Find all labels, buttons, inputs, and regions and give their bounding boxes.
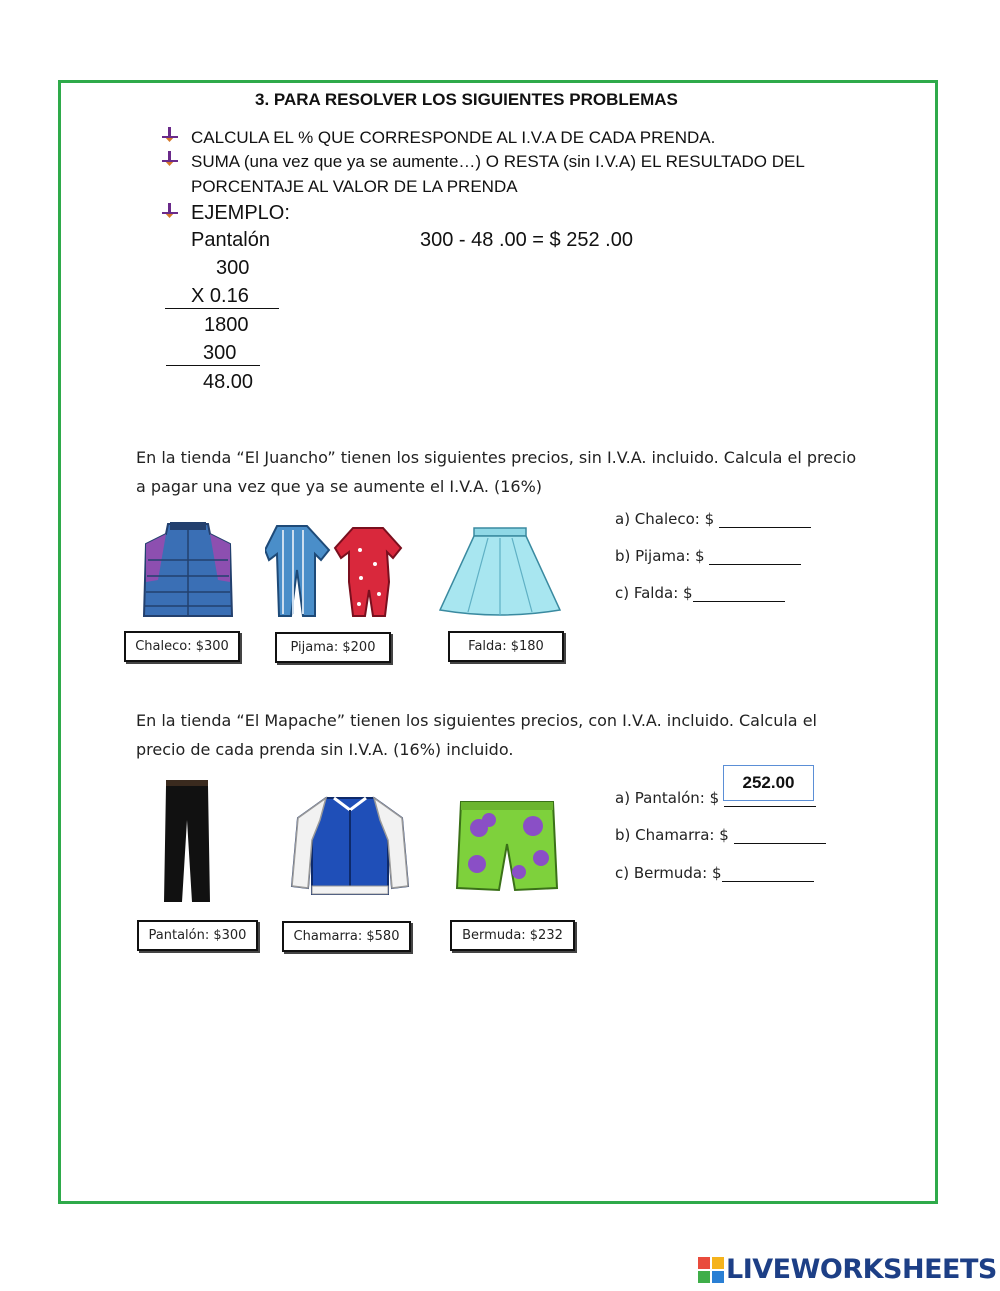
section-title: 3. PARA RESOLVER LOS SIGUIENTES PROBLEMAS <box>255 90 678 109</box>
calc-line-4: 300 <box>166 342 260 366</box>
calc-line-2: X 0.16 <box>165 285 279 309</box>
pajama-image <box>265 520 405 620</box>
price-label-pantalon: Pantalón: $300 <box>137 920 258 951</box>
problem1-text-2: a pagar una vez que ya se aumente el I.V.A. (16%) <box>136 477 543 496</box>
arrow-bullet-icon <box>161 202 179 220</box>
answer-pijama <box>615 547 801 565</box>
answer-label: b) Chamarra: $ <box>615 826 729 844</box>
skirt-image <box>438 526 562 616</box>
calc-line-5: 48.00 <box>203 371 254 393</box>
answer-label: a) Chaleco: $ <box>615 510 715 528</box>
price-label-falda: Falda: $180 <box>448 631 564 662</box>
calc-line-3: 1800 <box>204 314 249 336</box>
instruction-2 <box>191 152 805 172</box>
arrow-bullet-icon <box>161 126 179 144</box>
liveworksheets-logo[interactable] <box>698 1254 997 1285</box>
instruction-text: SUMA (una vez que ya se aumente…) O RESTA (sin I.V.A) EL RESULTADO DEL <box>191 152 805 171</box>
problem2-text-2: precio de cada prenda sin I.V.A. (16%) incluido. <box>136 740 514 759</box>
instruction-text: CALCULA EL % QUE CORRESPONDE AL I.V.A DE CADA PRENDA. <box>191 128 716 147</box>
calc-line-1: 300 <box>216 257 250 279</box>
shorts-image <box>455 798 559 894</box>
answer-falda <box>615 584 785 602</box>
example-equation: 300 - 48 .00 = $ 252 .00 <box>420 229 633 251</box>
price-label-chamarra: Chamarra: $580 <box>282 921 411 952</box>
example-item: Pantalón <box>191 229 270 251</box>
brand-name: LIVEWORKSHEETS <box>726 1254 997 1285</box>
pants-image <box>162 780 212 904</box>
vest-image <box>138 520 238 624</box>
price-label-pijama: Pijama: $200 <box>275 632 391 663</box>
price-label-bermuda: Bermuda: $232 <box>450 920 575 951</box>
answer-blank <box>709 550 801 565</box>
answer-bermuda <box>615 864 814 882</box>
answer-chamarra <box>615 826 826 844</box>
answer-input-pantalon[interactable]: 252.00 <box>723 765 814 801</box>
answer-label: a) Pantalón: $ <box>615 789 720 807</box>
answer-blank <box>719 513 811 528</box>
answer-chaleco <box>615 510 811 528</box>
instruction-2-cont: PORCENTAJE AL VALOR DE LA PRENDA <box>191 177 518 196</box>
answer-label: b) Pijama: $ <box>615 547 705 565</box>
answer-blank <box>693 587 785 602</box>
example-label: EJEMPLO: <box>191 202 290 224</box>
logo-cubes-icon <box>698 1257 724 1283</box>
answer-label: c) Falda: $ <box>615 584 693 602</box>
instruction-3 <box>191 202 290 225</box>
problem2-text-1: En la tienda “El Mapache” tienen los siguientes precios, con I.V.A. incluido. Calcula el <box>136 711 817 730</box>
answer-label: c) Bermuda: $ <box>615 864 722 882</box>
instruction-1 <box>191 128 715 148</box>
answer-blank <box>734 829 826 844</box>
answer-blank <box>722 867 814 882</box>
jacket-image <box>290 790 410 900</box>
arrow-bullet-icon <box>161 150 179 168</box>
problem1-text-1: En la tienda “El Juancho” tienen los siguientes precios, sin I.V.A. incluido. Calcula el precio <box>136 448 857 467</box>
price-label-chaleco: Chaleco: $300 <box>124 631 240 662</box>
